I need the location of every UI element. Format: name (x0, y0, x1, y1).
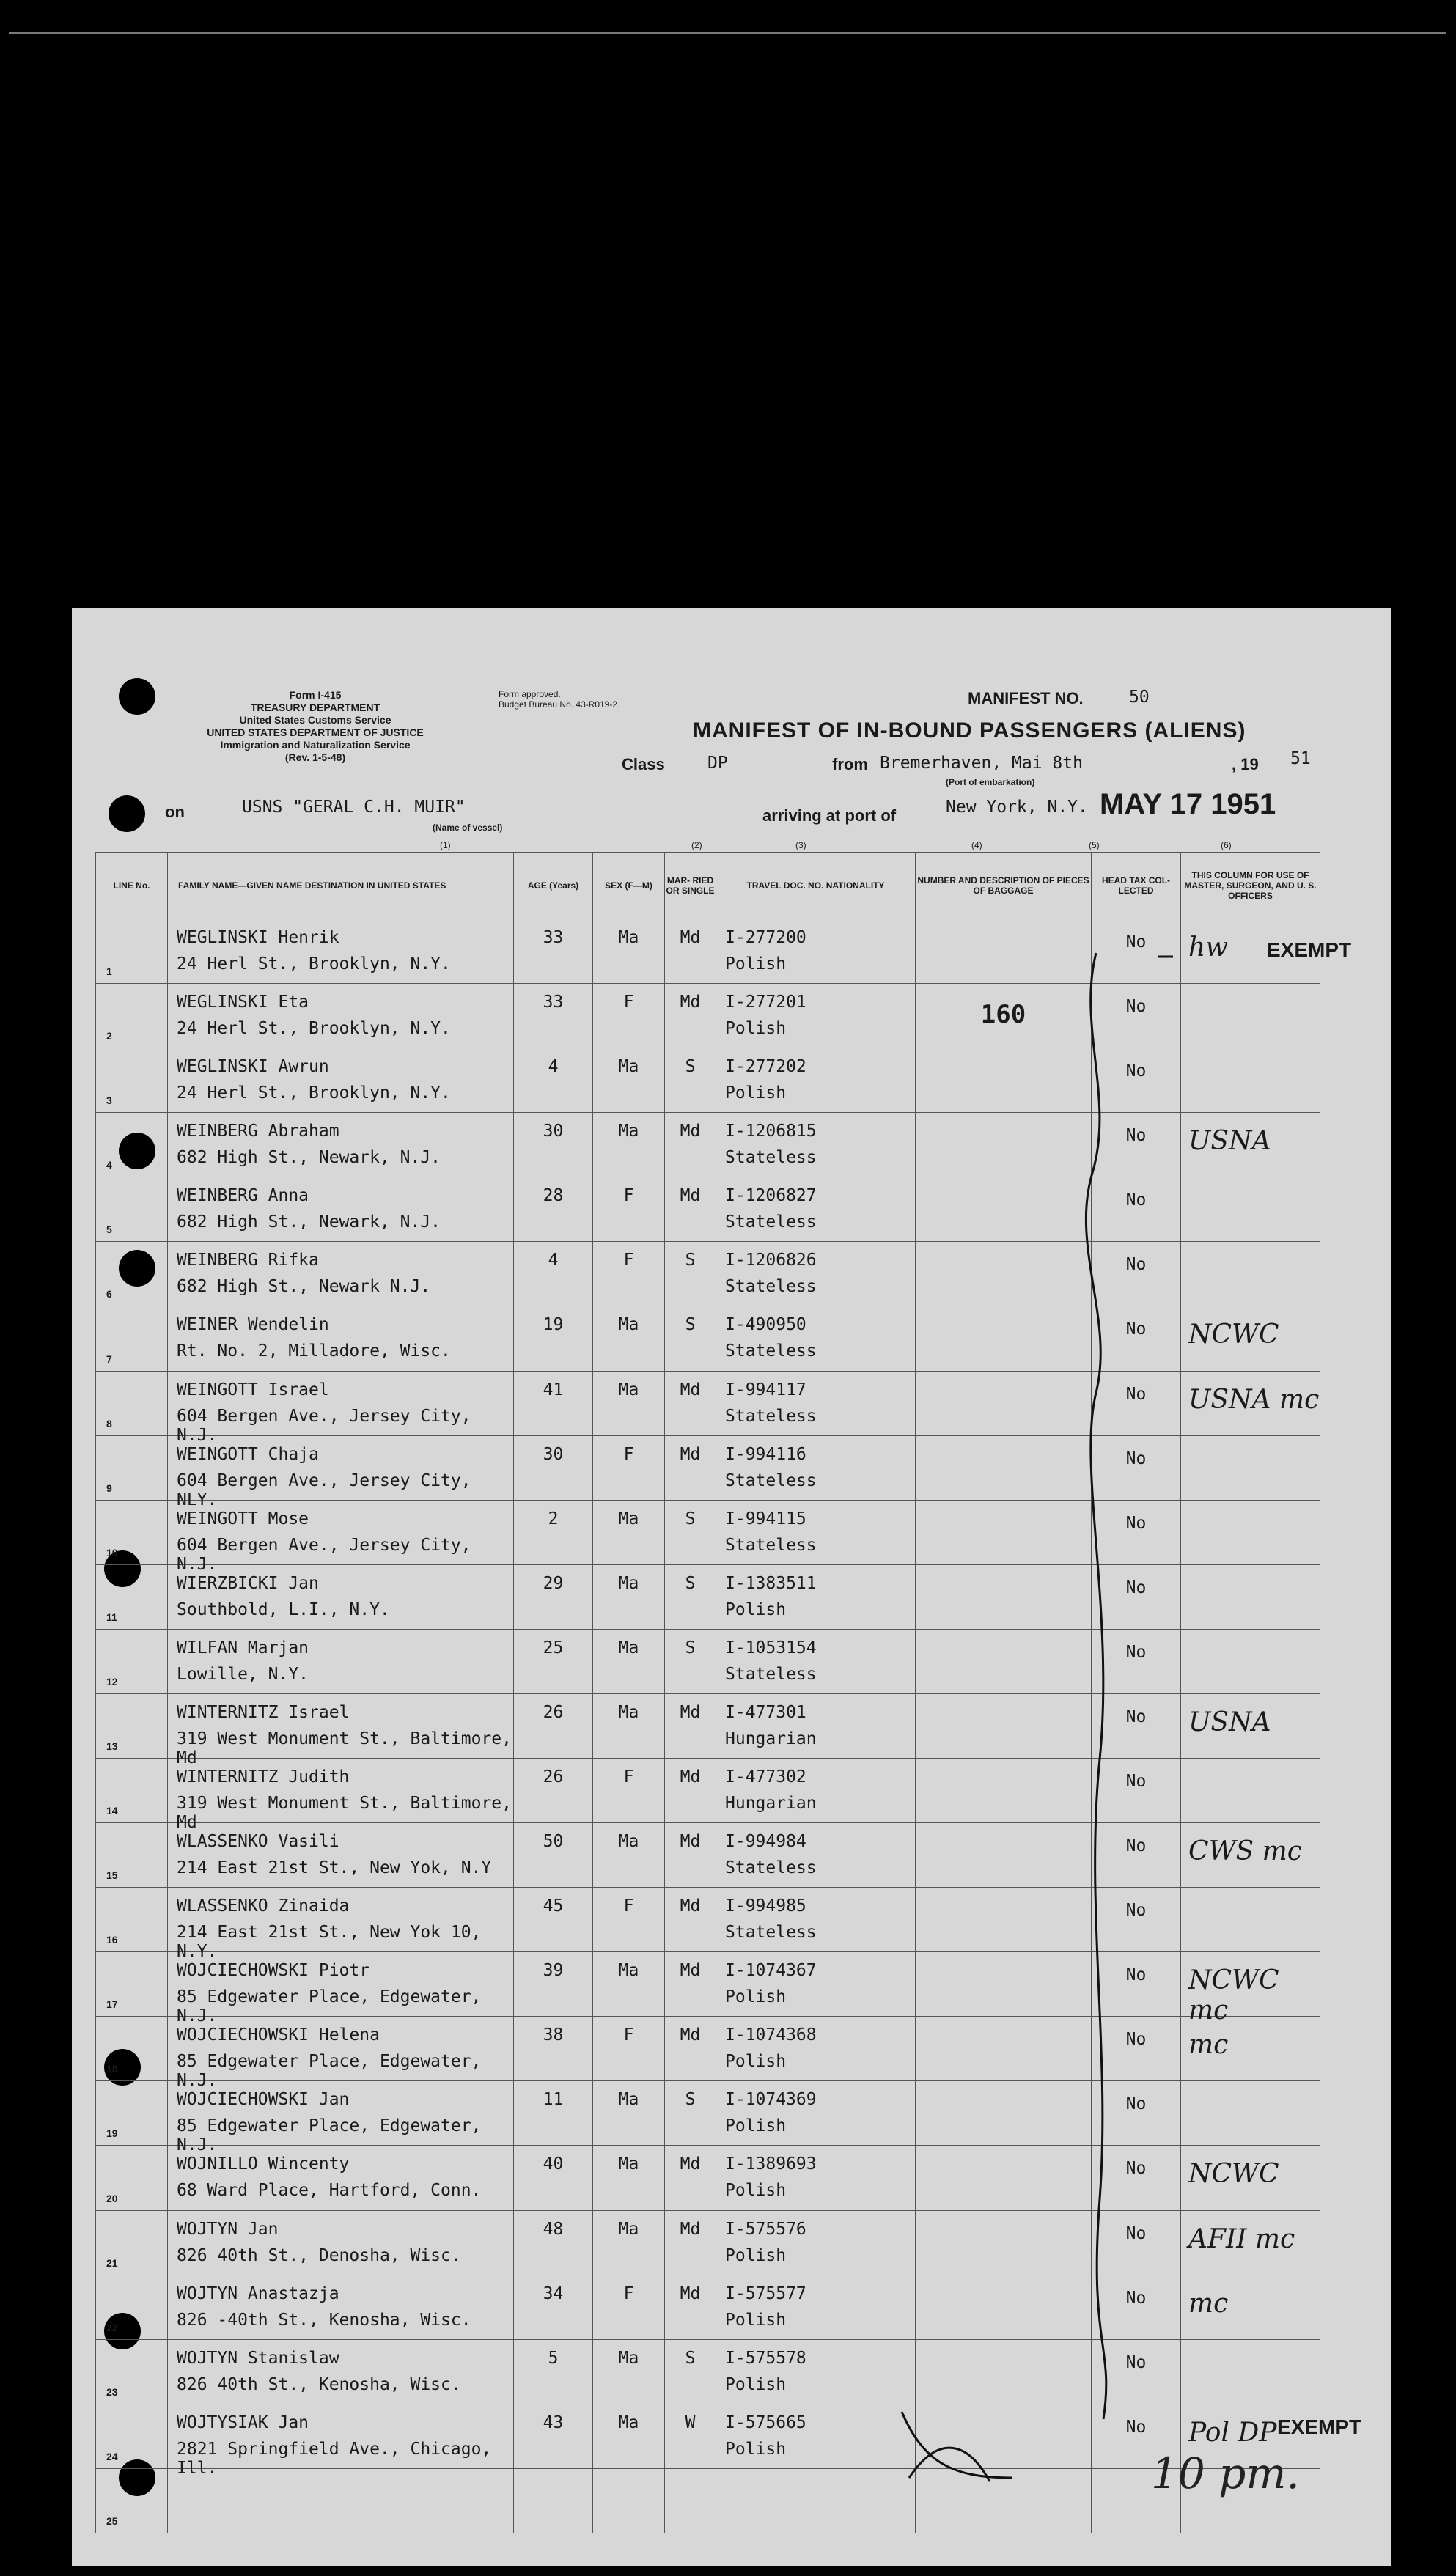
col-num-1: (1) (440, 840, 451, 850)
travel-doc-no: I-994117 (725, 1380, 806, 1399)
married-value: W (685, 2413, 696, 2432)
sex-value: Ma (618, 2413, 639, 2432)
col-header-married: MAR- RIED OR SINGLE (665, 853, 716, 919)
travel-doc-no: I-1074369 (725, 2090, 817, 2110)
head-tax-value: No (1125, 1061, 1147, 1081)
head-tax-value: No (1125, 2288, 1147, 2308)
sex-value: F (623, 2284, 634, 2303)
line-number: 19 (106, 2127, 118, 2140)
passenger-name: WEGLINSKI Henrik (177, 928, 339, 947)
nationality: Polish (725, 2245, 787, 2265)
head-tax-value: No (1125, 1772, 1147, 1792)
nationality: Stateless (725, 1148, 817, 1168)
age-value: 29 (543, 1573, 564, 1593)
married-value: Md (680, 2154, 701, 2174)
travel-doc-no: I-575578 (725, 2348, 806, 2368)
passenger-name: WLASSENKO Zinaida (177, 1896, 350, 1916)
budget-bureau: Budget Bureau No. 43-R019-2. (499, 699, 620, 710)
age-value: 38 (543, 2025, 564, 2045)
sex-value: Ma (618, 928, 639, 947)
vessel-caption: (Name of vessel) (433, 823, 503, 833)
married-value: Md (680, 1380, 701, 1399)
col-header-name: FAMILY NAME—GIVEN NAME DESTINATION IN UNITED STATES (168, 853, 514, 919)
married-value: Md (680, 1122, 701, 1141)
passenger-name: WOJTYSIAK Jan (177, 2413, 309, 2432)
passenger-name: WEINGOTT Chaja (177, 1444, 319, 1464)
destination-address: Southbold, L.I., N.Y. (177, 1600, 390, 1619)
destination-address: 214 East 21st St., New Yok 10, N.Y. (177, 1923, 482, 1962)
married-value: Md (680, 1186, 701, 1206)
passenger-name: WEINBERG Rifka (177, 1251, 319, 1270)
line-number: 18 (106, 2063, 118, 2075)
class-value: DP (707, 754, 728, 773)
form-approved: Form approved. (499, 689, 561, 699)
passenger-name: WOJTYN Anastazja (177, 2284, 339, 2303)
head-tax-value: No (1125, 997, 1147, 1017)
sex-value: Ma (618, 1961, 639, 1981)
destination-address: 826 -40th St., Kenosha, Wisc. (177, 2310, 471, 2330)
destination-address: 682 High St., Newark, N.J. (177, 1212, 441, 1232)
nationality: Polish (725, 2439, 787, 2459)
destination-address: 85 Edgewater Place, Edgewater, N.J. (177, 1987, 482, 2026)
travel-doc-no: I-477302 (725, 1767, 806, 1787)
sex-value: Ma (618, 1702, 639, 1722)
destination-address: 604 Bergen Ave., Jersey City, N.J. (177, 1535, 471, 1574)
nationality: Stateless (725, 1342, 817, 1361)
col-header-line: LINE No. (96, 853, 168, 919)
officer-note: NCWC (1188, 2159, 1279, 2190)
col-header-officers: THIS COLUMN FOR USE OF MASTER, SURGEON, AND U. S. OFFICERS (1181, 853, 1320, 919)
sex-value: Ma (618, 2090, 639, 2110)
destination-address: 604 Bergen Ave., Jersey City, N.J. (177, 1406, 471, 1445)
destination-address: 682 High St., Newark N.J. (177, 1277, 431, 1297)
passenger-name: WEINBERG Anna (177, 1186, 309, 1206)
head-tax-value: No (1125, 2030, 1147, 2050)
destination-address: Lowille, N.Y. (177, 1664, 309, 1684)
head-tax-value: No (1125, 1578, 1147, 1597)
age-value: 4 (548, 1251, 559, 1270)
line-number: 24 (106, 2450, 118, 2462)
head-tax-value: No (1125, 1965, 1147, 1985)
ins-service: Immigration and Naturalization Service (220, 739, 411, 751)
destination-address: 68 Ward Place, Hartford, Conn. (177, 2181, 482, 2201)
married-value: Md (680, 928, 701, 947)
line-number: 3 (106, 1094, 112, 1107)
married-value: S (685, 1251, 696, 1270)
head-tax-value: No (1125, 1255, 1147, 1275)
year-prefix: , 19 (1232, 755, 1259, 773)
passenger-name: WOJTYN Stanislaw (177, 2348, 339, 2368)
arriving-port: New York, N.Y. (946, 798, 1088, 817)
destination-address: 319 West Monument St., Baltimore, Md (177, 1729, 512, 1767)
rev-date: (Rev. 1-5-48) (284, 751, 346, 763)
destination-address: 85 Edgewater Place, Edgewater, N.J. (177, 2052, 482, 2091)
nationality: Stateless (725, 1471, 817, 1490)
passenger-name: WIERZBICKI Jan (177, 1573, 319, 1593)
sex-value: F (623, 1251, 634, 1270)
line-number: 11 (106, 1611, 117, 1623)
passenger-name: WOJCIECHOWSKI Piotr (177, 1961, 370, 1981)
vessel-name: USNS "GERAL C.H. MUIR" (242, 798, 466, 817)
justice-dept: UNITED STATES DEPARTMENT OF JUSTICE (207, 726, 424, 738)
married-value: S (685, 1315, 696, 1335)
age-value: 19 (543, 1315, 564, 1335)
destination-address: Rt. No. 2, Milladore, Wisc. (177, 1342, 451, 1361)
sex-value: F (623, 2025, 634, 2045)
sex-value: Ma (618, 1057, 639, 1077)
age-value: 25 (543, 1638, 564, 1657)
col-header-baggage: NUMBER AND DESCRIPTION OF PIECES OF BAGGAGE (916, 853, 1092, 919)
nationality: Hungarian (725, 1794, 817, 1814)
married-value: Md (680, 2025, 701, 2045)
nationality: Polish (725, 1987, 787, 2007)
destination-address: 826 40th St., Kenosha, Wisc. (177, 2374, 461, 2394)
destination-address: 2821 Springfield Ave., Chicago, Ill. (177, 2439, 492, 2478)
sex-value: Ma (618, 2219, 639, 2239)
nationality: Polish (725, 2181, 787, 2201)
passenger-name: WINTERNITZ Judith (177, 1767, 350, 1787)
age-value: 41 (543, 1380, 564, 1399)
age-value: 48 (543, 2219, 564, 2239)
married-value: S (685, 1638, 696, 1657)
married-value: S (685, 2090, 696, 2110)
head-tax-value: No (1125, 1901, 1147, 1921)
age-value: 5 (548, 2348, 559, 2368)
sex-value: F (623, 993, 634, 1012)
port-embarkation-caption: (Port of embarkation) (946, 777, 1035, 787)
age-value: 33 (543, 993, 564, 1012)
destination-address: 24 Herl St., Brooklyn, N.Y. (177, 954, 451, 974)
passenger-name: WEINGOTT Mose (177, 1509, 309, 1528)
nationality: Polish (725, 2374, 787, 2394)
line-number: 17 (106, 1998, 118, 2011)
officer-note: hw (1188, 932, 1228, 963)
nationality: Stateless (725, 1858, 817, 1878)
sex-value: Ma (618, 2154, 639, 2174)
head-tax-value: No (1125, 1384, 1147, 1404)
line-number: 13 (106, 1740, 118, 1753)
travel-doc-no: I-1206827 (725, 1186, 817, 1206)
treasury-dept: TREASURY DEPARTMENT (250, 702, 380, 713)
passenger-name: WINTERNITZ Israel (177, 1702, 350, 1722)
customs-service: United States Customs Service (239, 714, 391, 726)
passenger-name: WILFAN Marjan (177, 1638, 309, 1657)
line-number: 16 (106, 1934, 118, 1946)
sex-value: F (623, 1767, 634, 1787)
age-value: 30 (543, 1444, 564, 1464)
travel-doc-no: I-277200 (725, 928, 806, 947)
travel-doc-no: I-1053154 (725, 1638, 817, 1657)
travel-doc-no: I-1383511 (725, 1573, 817, 1593)
nationality: Polish (725, 2310, 787, 2330)
year-suffix: 51 (1290, 749, 1311, 768)
nationality: Polish (725, 1019, 787, 1039)
nationality: Polish (725, 2116, 787, 2136)
head-tax-value: No (1125, 2094, 1147, 2114)
line-number: 14 (106, 1805, 118, 1817)
from-label: from (832, 755, 868, 773)
col-num-4: (4) (971, 840, 982, 850)
nationality: Polish (725, 1600, 787, 1619)
sex-value: F (623, 1896, 634, 1916)
age-value: 4 (548, 1057, 559, 1077)
col-num-6: (6) (1221, 840, 1232, 850)
head-tax-value: No (1125, 1320, 1147, 1339)
married-value: Md (680, 1961, 701, 1981)
from-value: Bremerhaven, Mai 8th (880, 754, 1083, 773)
col-num-5: (5) (1089, 840, 1100, 850)
head-tax-value: No (1125, 1836, 1147, 1856)
travel-doc-no: I-490950 (725, 1315, 806, 1335)
officer-note: CWS mc (1188, 1836, 1302, 1867)
passenger-name: WOJTYN Jan (177, 2219, 279, 2239)
travel-doc-no: I-1206815 (725, 1122, 817, 1141)
sex-value: Ma (618, 1122, 639, 1141)
destination-address: 319 West Monument St., Baltimore, Md (177, 1794, 512, 1833)
officer-note: mc (1188, 2030, 1229, 2061)
nationality: Stateless (725, 1406, 817, 1426)
age-value: 40 (543, 2154, 564, 2174)
age-value: 43 (543, 2413, 564, 2432)
officer-note: USNA (1188, 1707, 1271, 1737)
passenger-name: WEINGOTT Israel (177, 1380, 329, 1399)
col-header-sex: SEX (F—M) (593, 853, 665, 919)
passenger-name: WOJNILLO Wincenty (177, 2154, 350, 2174)
destination-address: 85 Edgewater Place, Edgewater, N.J. (177, 2116, 482, 2155)
married-value: Md (680, 2219, 701, 2239)
head-tax-value: No (1125, 2223, 1147, 2243)
destination-address: 604 Bergen Ave., Jersey City, NLY. (177, 1471, 471, 1509)
nationality: Stateless (725, 1212, 817, 1232)
travel-doc-no: I-1074368 (725, 2025, 817, 2045)
line-number: 9 (106, 1482, 112, 1494)
married-value: Md (680, 993, 701, 1012)
travel-doc-no: I-277202 (725, 1057, 806, 1077)
col-header-head-tax: HEAD TAX COL- LECTED (1092, 853, 1181, 919)
line-number: 12 (106, 1675, 118, 1688)
exempt-stamp-top: EXEMPT (1267, 938, 1352, 961)
travel-doc-no: I-994116 (725, 1444, 806, 1464)
travel-doc-no: I-1206826 (725, 1251, 817, 1270)
passenger-name: WLASSENKO Vasili (177, 1832, 339, 1852)
travel-doc-no: I-994115 (725, 1509, 806, 1528)
head-tax-value: No (1125, 1513, 1147, 1533)
head-tax-value: No (1125, 1707, 1147, 1726)
col-num-3: (3) (795, 840, 806, 850)
sex-value: F (623, 1186, 634, 1206)
age-value: 34 (543, 2284, 564, 2303)
form-number: Form I-415 (289, 689, 342, 701)
age-value: 11 (543, 2090, 564, 2110)
travel-doc-no: I-994984 (725, 1832, 806, 1852)
sex-value: Ma (618, 2348, 639, 2368)
head-tax-value: No (1125, 1191, 1147, 1210)
baggage-count: 160 (980, 1000, 1026, 1030)
married-value: S (685, 1057, 696, 1077)
married-value: Md (680, 1767, 701, 1787)
col-header-travel-doc: TRAVEL DOC. NO. NATIONALITY (716, 853, 916, 919)
travel-doc-no: I-277201 (725, 993, 806, 1012)
travel-doc-no: I-575577 (725, 2284, 806, 2303)
passenger-name: WOJCIECHOWSKI Helena (177, 2025, 380, 2045)
passenger-name: WEGLINSKI Awrun (177, 1057, 329, 1077)
sex-value: Ma (618, 1315, 639, 1335)
travel-doc-no: I-1389693 (725, 2154, 817, 2174)
age-value: 26 (543, 1702, 564, 1722)
travel-doc-no: I-575665 (725, 2413, 806, 2432)
sex-value: F (623, 1444, 634, 1464)
head-tax-value: No (1125, 2417, 1147, 2437)
col-num-2: (2) (691, 840, 702, 850)
line-number: 4 (106, 1159, 112, 1171)
destination-address: 826 40th St., Denosha, Wisc. (177, 2245, 461, 2265)
exempt-stamp-bottom: EXEMPT (1277, 2415, 1362, 2438)
head-tax-value: No (1125, 2352, 1147, 2372)
line-number: 21 (106, 2256, 118, 2269)
officer-note: NCWC (1188, 1320, 1279, 1350)
sex-value: Ma (618, 1380, 639, 1399)
head-tax-value: No (1125, 1642, 1147, 1662)
travel-doc-no: I-575576 (725, 2219, 806, 2239)
col-header-age: AGE (Years) (514, 853, 593, 919)
sex-value: Ma (618, 1832, 639, 1852)
sex-value: Ma (618, 1509, 639, 1528)
head-tax-value: No (1125, 1126, 1147, 1146)
age-value: 45 (543, 1896, 564, 1916)
officer-note: USNA mc (1188, 1384, 1320, 1415)
line-number: 15 (106, 1869, 118, 1882)
married-value: S (685, 2348, 696, 2368)
nationality: Stateless (725, 1664, 817, 1684)
passenger-name: WOJCIECHOWSKI Jan (177, 2090, 350, 2110)
married-value: S (685, 1509, 696, 1528)
bottom-handwritten-note: 10 pm. (1151, 2448, 1300, 2498)
passenger-name: WEINBERG Abraham (177, 1122, 339, 1141)
nationality: Stateless (725, 1923, 817, 1943)
line-number: 2 (106, 1030, 112, 1042)
head-tax-value: No (1125, 932, 1147, 952)
nationality: Hungarian (725, 1729, 817, 1748)
arriving-label: arriving at port of (762, 806, 897, 825)
line-number: 23 (106, 2385, 118, 2398)
married-value: S (685, 1573, 696, 1593)
manifest-no-value: 50 (1129, 688, 1150, 707)
married-value: Md (680, 1832, 701, 1852)
destination-address: 214 East 21st St., New Yok, N.Y (177, 1858, 492, 1878)
passenger-name: WEINER Wendelin (177, 1315, 329, 1335)
married-value: Md (680, 2284, 701, 2303)
travel-doc-no: I-477301 (725, 1702, 806, 1722)
head-tax-value: No (1125, 1449, 1147, 1468)
line-number: 8 (106, 1417, 112, 1429)
form-title: MANIFEST OF IN-BOUND PASSENGERS (ALIENS) (693, 718, 1246, 743)
age-value: 33 (543, 928, 564, 947)
officer-note: NCWC mc (1188, 1965, 1279, 2026)
age-value: 26 (543, 1767, 564, 1787)
age-value: 39 (543, 1961, 564, 1981)
class-label: Class (622, 755, 665, 773)
manifest-no-label: MANIFEST NO. (968, 689, 1084, 707)
travel-doc-no: I-994985 (725, 1896, 806, 1916)
officer-note: AFII mc (1188, 2223, 1295, 2254)
nationality: Stateless (725, 1535, 817, 1555)
destination-address: 682 High St., Newark, N.J. (177, 1148, 441, 1168)
sex-value: Ma (618, 1638, 639, 1657)
line-number: 22 (106, 2321, 118, 2333)
line-number: 1 (106, 965, 112, 978)
officer-note: Pol DP (1188, 2417, 1277, 2448)
married-value: Md (680, 1896, 701, 1916)
officer-note: mc (1188, 2288, 1229, 2319)
line-number: 5 (106, 1223, 112, 1236)
line-number: 7 (106, 1353, 112, 1365)
officer-note: USNA (1188, 1126, 1271, 1157)
nationality: Polish (725, 954, 787, 974)
nationality: Polish (725, 1083, 787, 1103)
age-value: 50 (543, 1832, 564, 1852)
married-value: Md (680, 1444, 701, 1464)
married-value: Md (680, 1702, 701, 1722)
nationality: Polish (725, 2052, 787, 2072)
destination-address: 24 Herl St., Brooklyn, N.Y. (177, 1019, 451, 1039)
line-number: 6 (106, 1288, 112, 1300)
travel-doc-no: I-1074367 (725, 1961, 817, 1981)
head-tax-value: No (1125, 2159, 1147, 2179)
age-value: 28 (543, 1186, 564, 1206)
line-number: 20 (106, 2192, 118, 2204)
age-value: 30 (543, 1122, 564, 1141)
on-label: on (165, 803, 185, 821)
tax-column-check-line (1086, 953, 1106, 2419)
age-value: 2 (548, 1509, 559, 1528)
arrival-date-stamp: MAY 17 1951 (1100, 788, 1276, 820)
destination-address: 24 Herl St., Brooklyn, N.Y. (177, 1083, 451, 1103)
nationality: Stateless (725, 1277, 817, 1297)
line-number: 10 (106, 1546, 118, 1559)
line-number: 25 (106, 2515, 118, 2527)
passenger-name: WEGLINSKI Eta (177, 993, 309, 1012)
sex-value: Ma (618, 1573, 639, 1593)
